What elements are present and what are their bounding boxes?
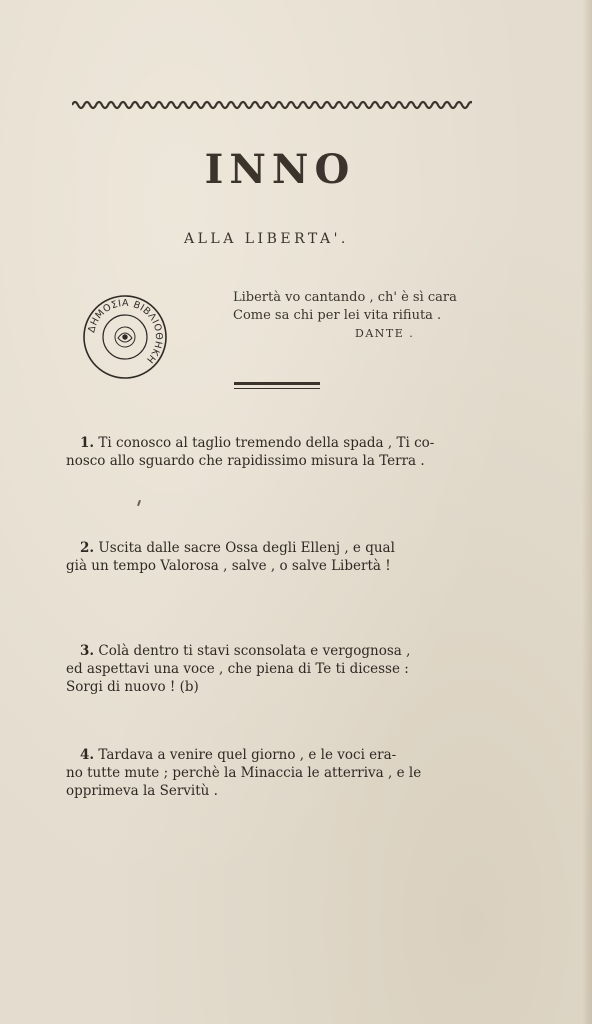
verse-line: Uscita dalle sacre Ossa degli Ellenj , e qual (98, 540, 395, 556)
verse-number: 1. (80, 435, 95, 451)
verse-number: 3. (80, 643, 95, 659)
section-divider (234, 382, 320, 389)
verse-4 (66, 746, 500, 800)
verse-number: 2. (80, 540, 95, 556)
page-title: INNO (204, 146, 356, 193)
verse-line: ed aspettavi una voce , che piena di Te ti dicesse : (66, 661, 409, 677)
verse-line: Sorgi di nuovo ! (b) (66, 679, 199, 695)
epigraph-author: DANTE . (355, 327, 415, 340)
verse-line: già un tempo Valorosa , salve , o salve Libertà ! (66, 558, 391, 574)
stamp-emblem (115, 327, 135, 347)
verse-line: Tardava a venire quel giorno , e le voci era- (98, 747, 397, 763)
verse-line: Colà dentro ti stavi sconsolata e vergognosa , (98, 643, 411, 659)
verse-3 (66, 642, 500, 696)
epigraph (233, 289, 457, 343)
decorative-wavy-rule (72, 98, 472, 112)
verse-2 (66, 539, 500, 575)
verse-line: nosco allo sguardo che rapidissimo misura la Terra . (66, 453, 425, 469)
verse-line: opprimeva la Servitù . (66, 783, 218, 799)
verse-number: 4. (80, 747, 95, 763)
epigraph-line: Libertà vo cantando , ch' è sì cara (233, 290, 457, 305)
page-subtitle: ALLA LIBERTA'. (184, 231, 349, 247)
epigraph-line: Come sa chi per lei vita rifiuta . (233, 308, 442, 323)
page-edge-shadow (582, 0, 592, 1024)
verse-line: Ti conosco al taglio tremendo della spada , Ti co- (98, 435, 435, 451)
verse-line: no tutte mute ; perchè la Minaccia le atterriva , e le (66, 765, 422, 781)
stamp-text: ΔΗΜΟΣΙΑ ΒΙΒΛΙΟΘΗΚΗ (86, 297, 165, 366)
verse-1 (66, 434, 500, 470)
library-stamp-icon (82, 294, 168, 380)
paper-mark (137, 500, 141, 506)
